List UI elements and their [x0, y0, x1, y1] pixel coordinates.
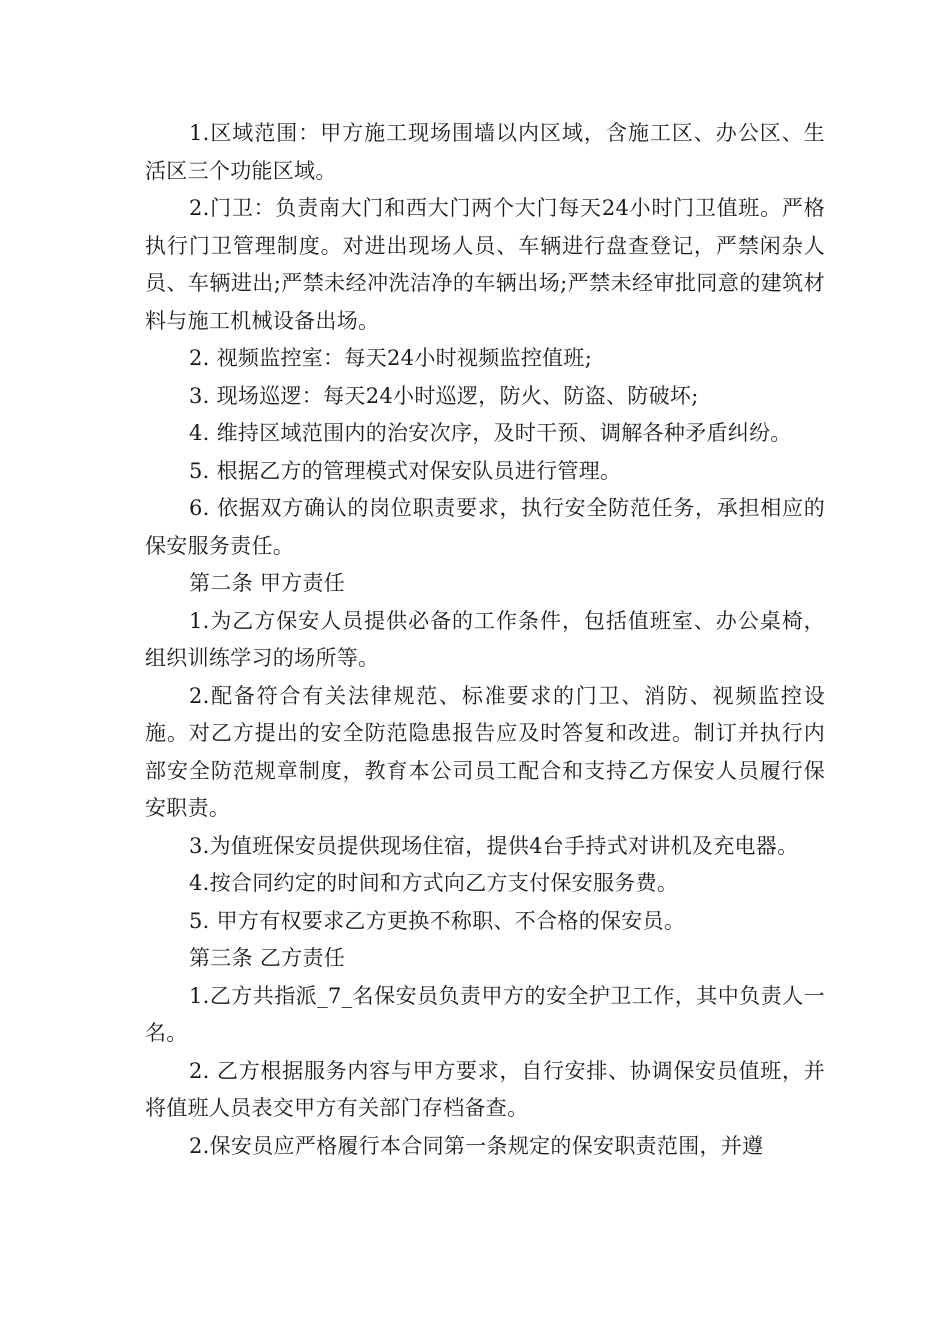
document-body [145, 115, 825, 1165]
paragraph-party-a-conditions: 1.为乙方保安人员提供必备的工作条件，包括值班室、办公桌椅，组织训练学习的场所等。 [145, 608, 825, 670]
paragraph-management-mode: 5. 根据乙方的管理模式对保安队员进行管理。 [189, 458, 622, 483]
paragraph-party-a-payment: 4.按合同约定的时间和方式向乙方支付保安服务费。 [189, 871, 679, 895]
section-heading-party-b: 第三条 乙方责任 [189, 946, 346, 970]
paragraph-party-a-accommodation: 3.为值班保安员提供现场住宿，提供4台手持式对讲机及充电器。 [189, 833, 799, 858]
section-heading-party-a: 第二条 甲方责任 [189, 571, 346, 595]
paragraph-duty-requirements: 6. 依据双方确认的岗位职责要求，执行安全防范任务，承担相应的保安服务责任。 [145, 496, 825, 558]
paragraph-party-a-replacement: 5. 甲方有权要求乙方更换不称职、不合格的保安员。 [189, 908, 686, 933]
paragraph-party-b-assignment: 1.乙方共指派_7_名保安员负责甲方的安全护卫工作，其中负责人一名。 [145, 983, 825, 1045]
paragraph-party-a-facilities: 2.配备符合有关法律规范、标准要求的门卫、消防、视频监控设施。对乙方提出的安全防范隐患报告应及时答复和改进。制订并执行内部安全防范规章制度，教育本公司员工配合和支持乙方保安人员履行保安职责。 [145, 683, 825, 820]
paragraph-party-b-duties: 2.保安员应严格履行本合同第一条规定的保安职责范围，并遵 [189, 1133, 764, 1158]
paragraph-video-monitoring: 2. 视频监控室：每天24小时视频监控值班; [189, 346, 593, 370]
paragraph-public-order: 4. 维持区域范围内的治安次序，及时干预、调解各种矛盾纠纷。 [189, 421, 792, 445]
paragraph-party-b-scheduling: 2. 乙方根据服务内容与甲方要求，自行安排、协调保安员值班，并将值班人员表交甲方有关部门存档备查。 [145, 1058, 825, 1120]
paragraph-patrol: 3. 现场巡逻：每天24小时巡逻，防火、防盗、防破坏; [189, 383, 699, 408]
paragraph-area-scope: 1.区域范围：甲方施工现场围墙以内区域，含施工区、办公区、生活区三个功能区域。 [145, 121, 825, 183]
paragraph-gate-guard: 2.门卫：负责南大门和西大门两个大门每天24小时门卫值班。严格执行门卫管理制度。对进出现场人员、车辆进行盘查登记，严禁闲杂人员、车辆进出;严禁未经冲洗洁净的车辆出场;严禁未经审批同意的建筑材料与施工机械设备出场。 [145, 196, 825, 333]
